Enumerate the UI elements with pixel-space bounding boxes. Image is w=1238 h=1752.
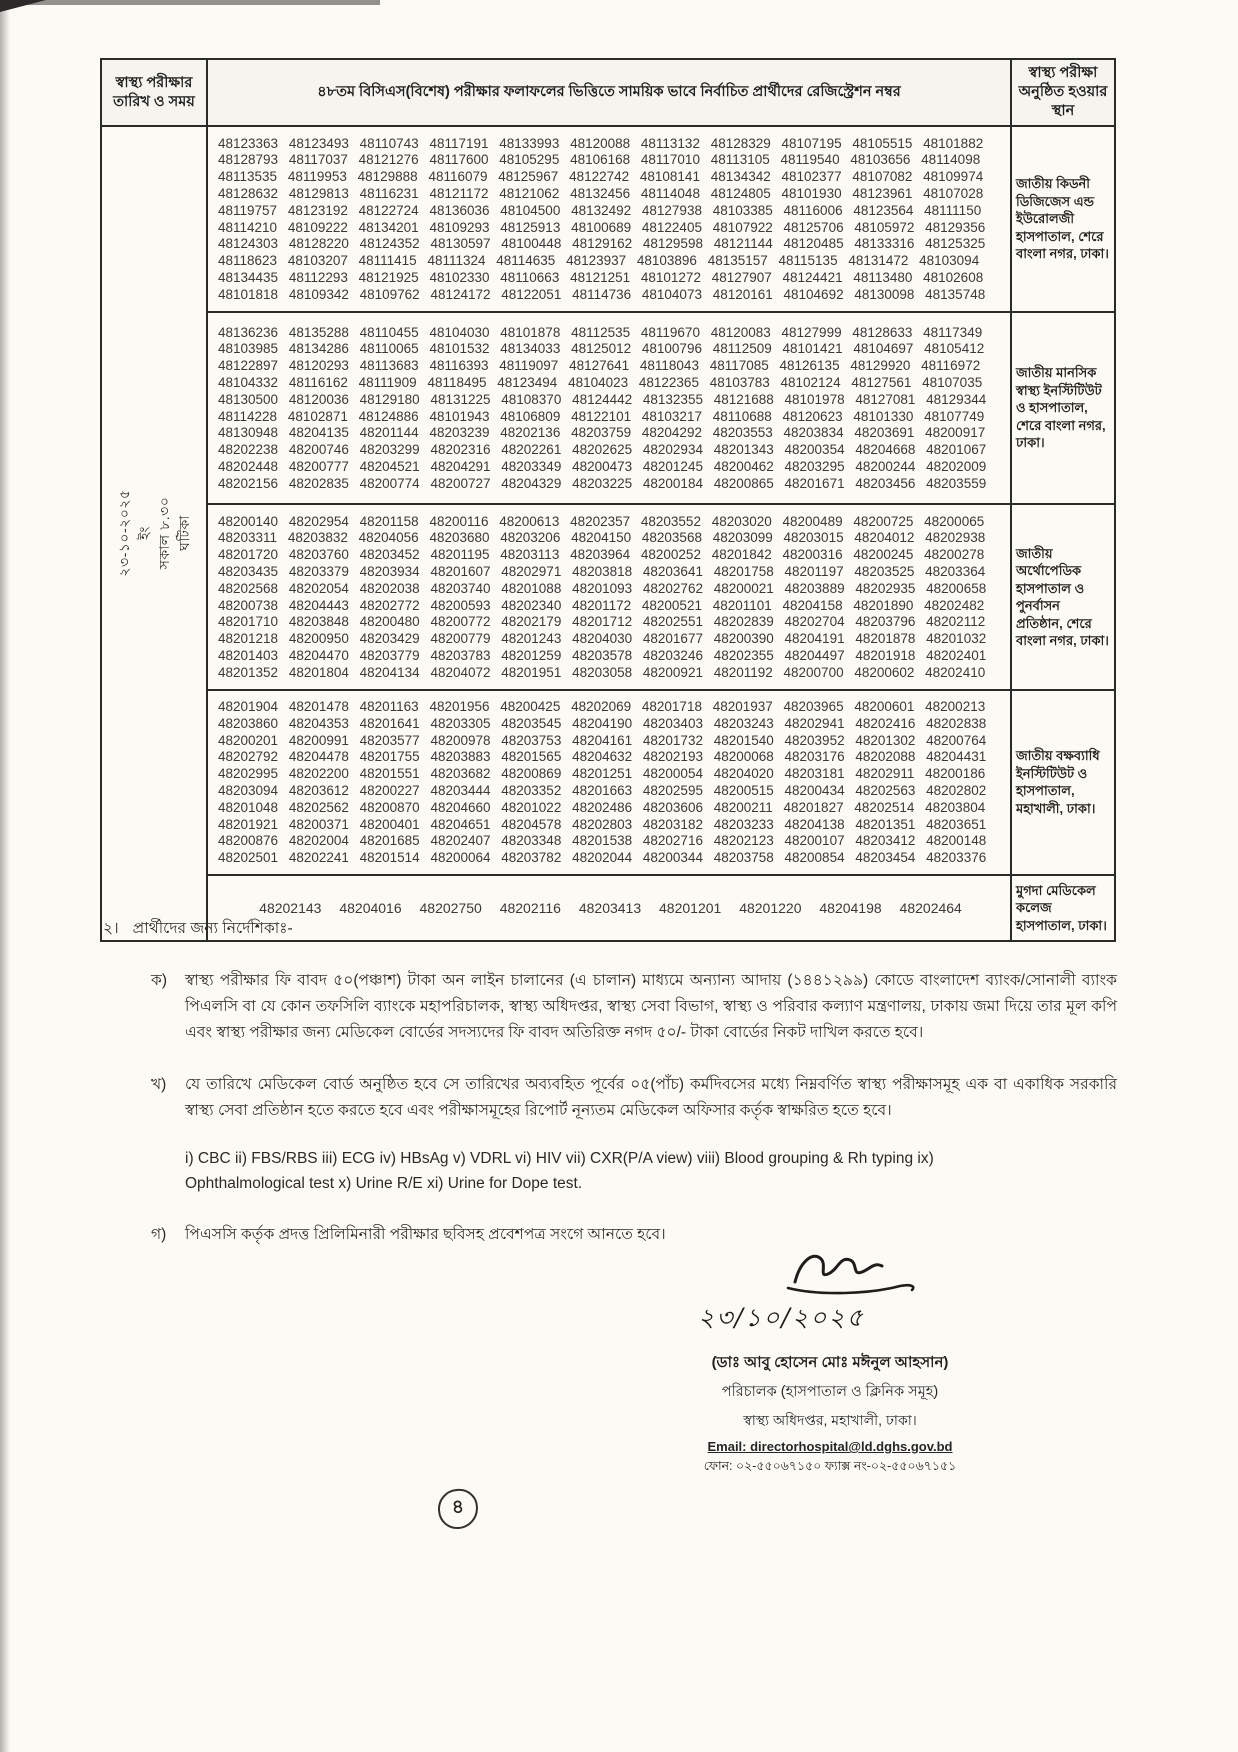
venue-text: জাতীয় বক্ষব্যাধি ইনস্টিটিউট ও হাসপাতাল, মহাখালী, ঢাকা।	[1016, 748, 1100, 816]
numbers-text: 48201904 48201478 48201163 48201956 48200425 48202069 48201718 48201937 48203965 48200601 48200213 48203860 48204353 48201641 48203305 48203545 48204190 48203403 48203243 48202941 48202416 48202838 48200201 48200991 48203577 48200978 48203753 48204161 48201732 48201540 48203952 48201302 48200764 48202792 48204478 48201755 48203883 48201565 48204632 48202193 48200068 48203176 48202088 48204431 48202995 48202200 48201551 48203682 48200869 48201251 48200054 48204020 48203181 48202911 48200186 48203094 48203612 48200227 48203444 48203352 48201663 48202595 48200515 48200434 48202563 48202802 48201048 48202562 48200870 48204660 48201022 48202486 48203606 48200211 48201827 48202514 48203804 48201921 48200371 48200401 48204651 48204578 48202803 48203182 48203233 48204138 48201351 48203651 48200876 48202004 48201685 48202407 48203348 48201538 48202716 48202123 48200107 48203412 48200148 48202501 48202241 48201514 48200064 48203782 48202044 48200344 48203758 48200854 48203454 48203376	[218, 699, 987, 866]
header-registration-numbers: ৪৮তম বিসিএস(বিশেষ) পরীক্ষার ফলাফলের ভিত্তিতে সাময়িক ভাবে নির্বাচিত প্রার্থীদের রেজিস্ট্রেশন নম্বর	[207, 59, 1011, 126]
table-row	[101, 126, 1115, 312]
numbers-text: 48202143 48204016 48202750 48202116 48203413 48201201 48201220 48204198 48202464	[259, 900, 962, 917]
item-text: যে তারিখে মেডিকেল বোর্ড অনুষ্ঠিত হবে সে তারিখের অব্যবহিত পূর্বের ০৫(পাঁচ) কর্মদিবসের মধ্যে নিম্নবর্ণিত স্বাস্থ্য পরীক্ষাসমূহ এক বা একাধিক সরকারি স্বাস্থ্য সেবা প্রতিষ্ঠান হতে করতে হবে এবং পরীক্ষাসমূহের রিপোর্ট নূন্যতম মেডিকেল অফিসার কর্তৃক স্বাক্ষরিত হতে হবে।	[185, 1076, 1117, 1119]
handwritten-signature	[700, 1244, 960, 1302]
instruction-item-kha	[103, 1072, 1117, 1124]
item-text: পিএসসি কর্তৃক প্রদত্ত প্রিলিমিনারী পরীক্ষার ছবিসহ প্রবেশপত্র সংগে আনতে হবে।	[185, 1226, 666, 1243]
venue-text: মুগদা মেডিকেল কলেজ হাসপাতাল, ঢাকা।	[1016, 882, 1107, 933]
registration-table	[100, 58, 1116, 942]
venue-text: জাতীয় কিডনী ডিজিজেস এন্ড ইউরোলজী হাসপাতাল, শেরে বাংলা নগর, ঢাকা।	[1016, 176, 1109, 262]
exam-date-time: ২৩-১০-২০২৫ ইং সকাল ৮.৩০ ঘটিকা	[116, 489, 192, 578]
signatory-organization: স্বাস্থ্য অধিদপ্তর, মহাখালী, ঢাকা।	[743, 1412, 917, 1428]
numbers-text: 48200140 48202954 48201158 48200116 48200613 48202357 48203552 48203020 48200489 48200725 48200065 48203311 48203832 48204056 48203680 48203206 48204150 48203568 48203099 48203015 48204012 48202938 48201720 48203760 48203452 48201195 48203113 48203964 48200252 48201842 48200316 48200245 48200278 48203435 48203379 48203934 48201607 48202971 48203818 48203641 48201758 48201197 48203525 48203364 48202568 48202054 48202038 48203740 48201088 48201093 48202762 48200021 48203889 48202935 48200658 48200738 48204443 48202772 48200593 48202340 48201172 48200521 48201101 48204158 48201890 48202482 48201710 48203848 48200480 48200772 48202179 48201712 48202551 48202839 48202704 48203796 48202112 48201218 48200950 48203429 48200779 48201243 48204030 48201677 48200390 48204191 48201878 48201032 48201403 48204470 48203779 48203783 48201259 48203578 48203246 48202355 48204497 48201918 48202401 48201352 48201804 48204134 48204072 48201951 48203058 48200921 48201192 48200700 48200602 48202410	[218, 513, 987, 680]
signatory-name: (ডাঃ আবু হোসেন মোঃ মঈনুল আহসান)	[711, 1354, 949, 1371]
instructions-section	[103, 916, 1117, 1248]
section-number: ২।	[103, 920, 119, 937]
registration-numbers-group-1	[207, 126, 1011, 312]
header-venue: স্বাস্থ্য পরীক্ষা অনুষ্ঠিত হওয়ার স্থান	[1011, 59, 1115, 126]
item-label: ক)	[151, 972, 168, 989]
signatory-phone: ফোন: ০২-৫৫০৬৭১৫০ ফ্যাক্স নং-০২-৫৫০৬৭১৫১	[703, 1459, 957, 1473]
signatory-title: পরিচালক (হাসপাতাল ও ক্লিনিক সমূহ)	[721, 1384, 939, 1400]
registration-numbers-group-2	[207, 312, 1011, 504]
venue-cell-3	[1011, 504, 1115, 690]
instructions-heading	[103, 916, 1117, 942]
venue-cell-1	[1011, 126, 1115, 312]
numbers-text: 48136236 48135288 48110455 48104030 48101878 48112535 48119670 48120083 48127999 48128633 48117349 48103985 48134286 48110065 48101532 48134033 48125012 48100796 48112509 48101421 48104697 48105412 48122897 48120293 48113683 48116393 48119097 48127641 48118043 48117085 48126135 48129920 48116972 48104332 48116162 48111909 48118495 48123494 48104023 48122365 48103783 48102124 48127561 48107035 48130500 48120036 48129180 48131225 48108370 48124442 48132355 48121688 48101978 48127081 48129344 48114228 48102871 48124886 48101943 48106809 48122101 48103217 48110688 48120623 48101330 48107749 48130948 48204135 48201144 48203239 48202136 48203759 48204292 48203553 48203834 48203691 48200917 48202238 48200746 48203299 48202316 48202261 48202625 48202934 48201343 48200354 48204668 48201067 48202448 48200777 48204521 48204291 48203349 48200473 48201245 48200462 48203295 48200244 48202009 48202156 48202835 48200774 48200727 48204329 48203225 48200184 48200865 48201671 48203456 48203559	[218, 324, 987, 491]
venue-cell-4	[1011, 690, 1115, 875]
signatory-email: Email: directorhospital@ld.dghs.gov.bd	[707, 1439, 953, 1454]
item-text: স্বাস্থ্য পরীক্ষার ফি বাবদ ৫০(পঞ্চাশ) টাকা অন লাইন চালানের (এ চালান) মাধ্যমে অন্যান্য আদায় (১৪৪১২৯৯) কোডে বাংলাদেশ ব্যাংক/সোনালী ব্যাংক পিএলসি বা যে কোন তফসিলি ব্যাংকে মহাপরিচালক, স্বাস্থ্য অধিদপ্তর, স্বাস্থ্য সেবা বিভাগ, স্বাস্থ্য ও পরিবার কল্যাণ মন্ত্রণালয়, ঢাকায় জমা দিয়ে তার মূল কপি এবং স্বাস্থ্য পরীক্ষার জন্য মেডিকেল বোর্ডের সদস্যদের ফি বাবদ অতিরিক্ত নগদ ৫০/- টাকা বোর্ডের নিকট দাখিল করতে হবে।	[185, 972, 1117, 1041]
venue-text: জাতীয় অর্থোপেডিক হাসপাতাল ও পুনর্বাসন প্রতিষ্ঠান, শেরে বাংলা নগর, ঢাকা।	[1016, 545, 1109, 648]
header-date-time: স্বাস্থ্য পরীক্ষার তারিখ ও সময়	[101, 59, 207, 126]
scan-artifact-top	[0, 0, 380, 5]
instruction-item-ka	[103, 968, 1117, 1046]
venue-text: জাতীয় মানসিক স্বাস্থ্য ইনস্টিটিউট ও হাসপাতাল, শেরে বাংলা নগর, ঢাকা।	[1016, 365, 1106, 451]
signature-block	[610, 1244, 1050, 1478]
page-number-badge: ৪	[437, 1488, 480, 1531]
registration-numbers-group-4	[207, 690, 1011, 875]
item-label: গ)	[151, 1226, 167, 1243]
table-row	[101, 312, 1115, 504]
medical-tests-list: i) CBC ii) FBS/RBS iii) ECG iv) HBsAg v) VDRL vi) HIV vii) CXR(P/A view) viii) Blood grouping & Rh typing ix) Ophthalmological test x) Urine R/E xi) Urine for Dope test.	[185, 1150, 934, 1192]
item-label: খ)	[151, 1076, 167, 1093]
table-row	[101, 690, 1115, 875]
venue-cell-2	[1011, 312, 1115, 504]
table-row	[101, 504, 1115, 690]
exam-date-cell	[101, 126, 207, 941]
registration-numbers-group-3	[207, 504, 1011, 690]
scan-artifact-left-edge	[0, 0, 10, 1752]
table-header-row	[101, 59, 1115, 126]
handwritten-date: ২৩/১০/২০২৫	[698, 1303, 865, 1332]
section-title: প্রার্থীদের জন্য নির্দেশিকাঃ-	[132, 920, 293, 937]
scan-artifact-corner	[0, 0, 46, 12]
numbers-text: 48123363 48123493 48110743 48117191 48133993 48120088 48113132 48128329 48107195 48105515 48101882 48128793 48117037 48121276 48117600 48105295 48106168 48117010 48113105 48119540 48103656 48114098 48113535 48119953 48129888 48116079 48125967 48122742 48108141 48134342 48102377 48107082 48109974 48128632 48129813 48116231 48121172 48121062 48132456 48114048 48124805 48101930 48123961 48107028 48119757 48123192 48122724 48136036 48104500 48132492 48127938 48103385 48116006 48123564 48111150 48114210 48109222 48134201 48109293 48125913 48100689 48122405 48107922 48125706 48105972 48129356 48124303 48128220 48124352 48130597 48100448 48129162 48129598 48121144 48120485 48133316 48125325 48118623 48103207 48111415 48111324 48114635 48123937 48103896 48135157 48115135 48131472 48103094 48134435 48112293 48121925 48102330 48110663 48121251 48101272 48127907 48124421 48113480 48102608 48101818 48109342 48109762 48124172 48122051 48114736 48104073 48120161 48104692 48130098 48135748	[218, 135, 986, 302]
